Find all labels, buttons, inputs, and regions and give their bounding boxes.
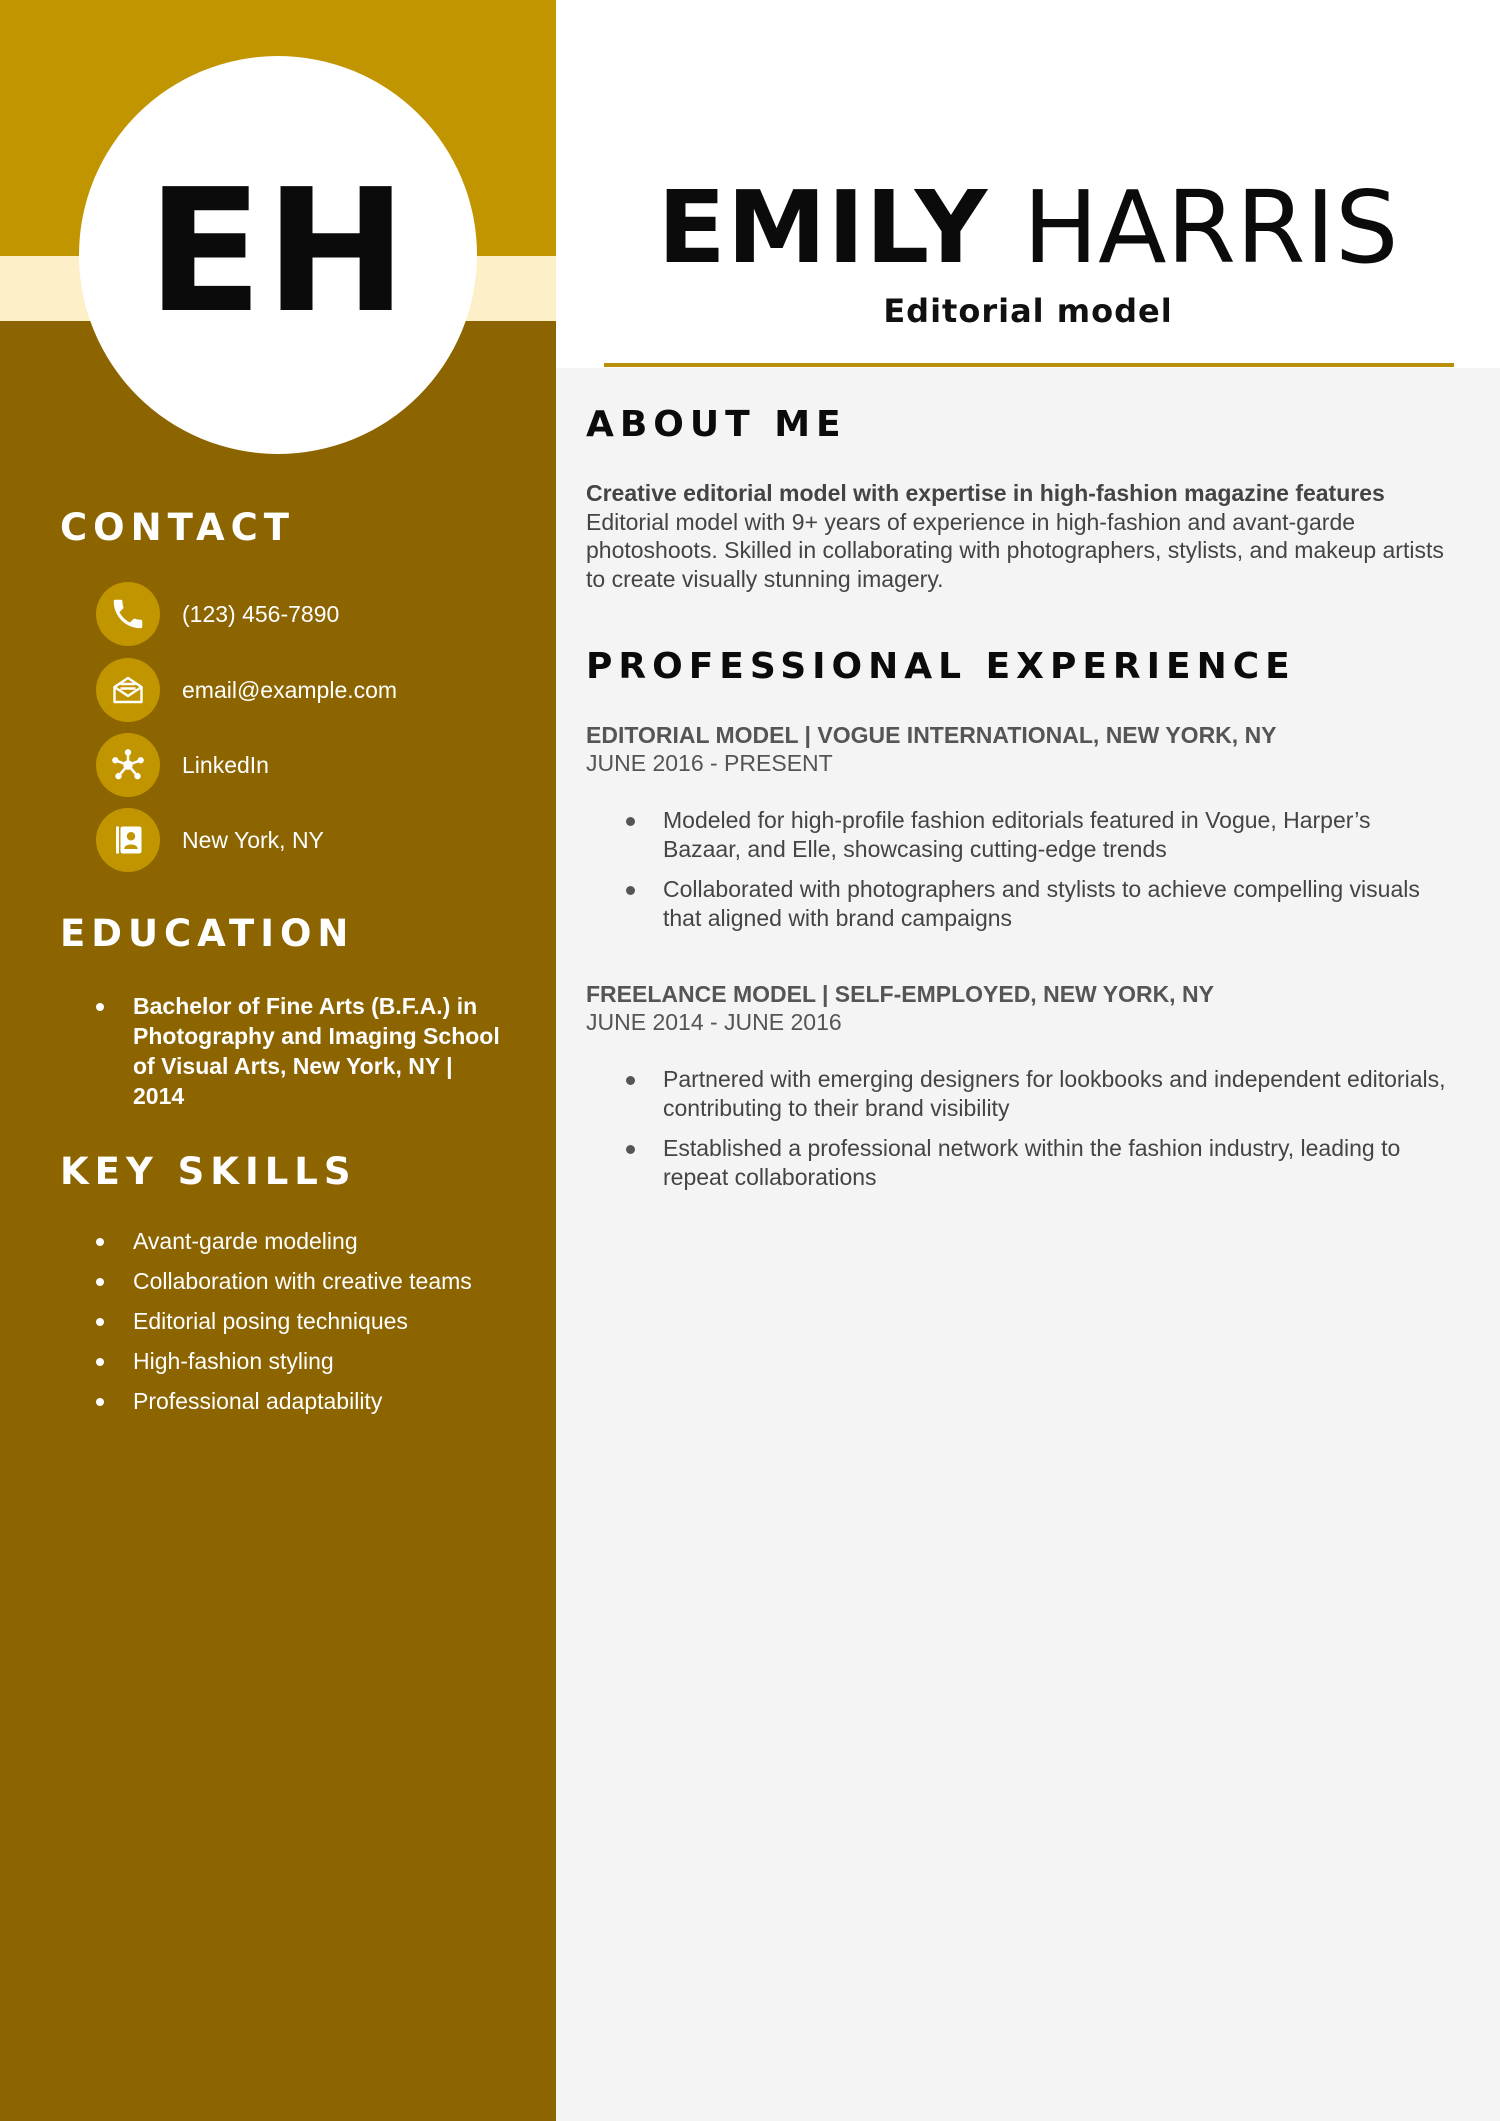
- main-content-background: [556, 368, 1500, 2121]
- linkedin-icon: [96, 733, 160, 797]
- job-header: EDITORIAL MODEL | VOGUE INTERNATIONAL, NEW YORK, NY: [586, 722, 1277, 748]
- linkedin-text: LinkedIn: [182, 751, 269, 778]
- job-bullet: Modeled for high-profile fashion editorials featured in Vogue, Harper’s Bazaar, and Elle, showcasing cutting-edge trends: [586, 806, 1446, 864]
- contact-item-linkedin[interactable]: [96, 733, 269, 797]
- about-section: [586, 479, 1446, 593]
- contact-item-phone[interactable]: [96, 582, 339, 646]
- email-icon: [96, 658, 160, 722]
- skill-item: Editorial posing techniques: [60, 1306, 510, 1336]
- education-item: Bachelor of Fine Arts (B.F.A.) in Photography and Imaging School of Visual Arts, New York, NY | 2014: [60, 991, 510, 1111]
- location-text: New York, NY: [182, 826, 324, 853]
- experience-heading: PROFESSIONAL EXPERIENCE: [586, 646, 1296, 687]
- skills-heading: KEY SKILLS: [60, 1150, 357, 1193]
- education-heading: EDUCATION: [60, 912, 355, 955]
- monogram-avatar: [79, 56, 477, 454]
- job-dates: JUNE 2016 - PRESENT: [586, 750, 833, 776]
- skills-list: [60, 1226, 510, 1426]
- skill-item: Collaboration with creative teams: [60, 1266, 510, 1296]
- phone-icon: [96, 582, 160, 646]
- job-bullet: Partnered with emerging designers for lookbooks and independent editorials, contributing to their brand visibility: [586, 1065, 1446, 1123]
- education-list: [60, 991, 510, 1111]
- about-headline: Creative editorial model with expertise in high-fashion magazine features: [586, 480, 1385, 506]
- skill-item: Avant-garde modeling: [60, 1226, 510, 1256]
- phone-text: (123) 456-7890: [182, 600, 340, 627]
- header-divider: [604, 363, 1454, 367]
- job-bullet: Established a professional network within the fashion industry, leading to repeat collaborations: [586, 1134, 1446, 1192]
- skill-item: High-fashion styling: [60, 1346, 510, 1376]
- job-bullets: [586, 806, 1446, 944]
- job-dates: JUNE 2014 - JUNE 2016: [586, 1009, 842, 1035]
- contact-item-email[interactable]: [96, 658, 397, 722]
- job-header: FREELANCE MODEL | SELF-EMPLOYED, NEW YORK, NY: [586, 981, 1214, 1007]
- job-bullet: Collaborated with photographers and stylists to achieve compelling visuals that aligned with brand campaigns: [586, 875, 1446, 933]
- monogram-initials: EH: [146, 153, 410, 351]
- contact-item-location[interactable]: [96, 808, 324, 872]
- job-title: Editorial model: [883, 292, 1173, 330]
- last-name: HARRIS: [1022, 169, 1399, 286]
- about-heading: ABOUT ME: [586, 404, 847, 445]
- candidate-name: [556, 168, 1500, 288]
- about-body: Editorial model with 9+ years of experience in high-fashion and avant-garde photoshoots. Skilled in collaborating with photographers, stylists, and makeup artists to create visually stunning imagery.: [586, 508, 1444, 592]
- job-bullets: [586, 1065, 1446, 1203]
- first-name: EMILY: [657, 169, 989, 286]
- skill-item: Professional adaptability: [60, 1386, 510, 1416]
- location-icon: [96, 808, 160, 872]
- email-text: email@example.com: [182, 676, 398, 703]
- contact-heading: CONTACT: [60, 506, 295, 549]
